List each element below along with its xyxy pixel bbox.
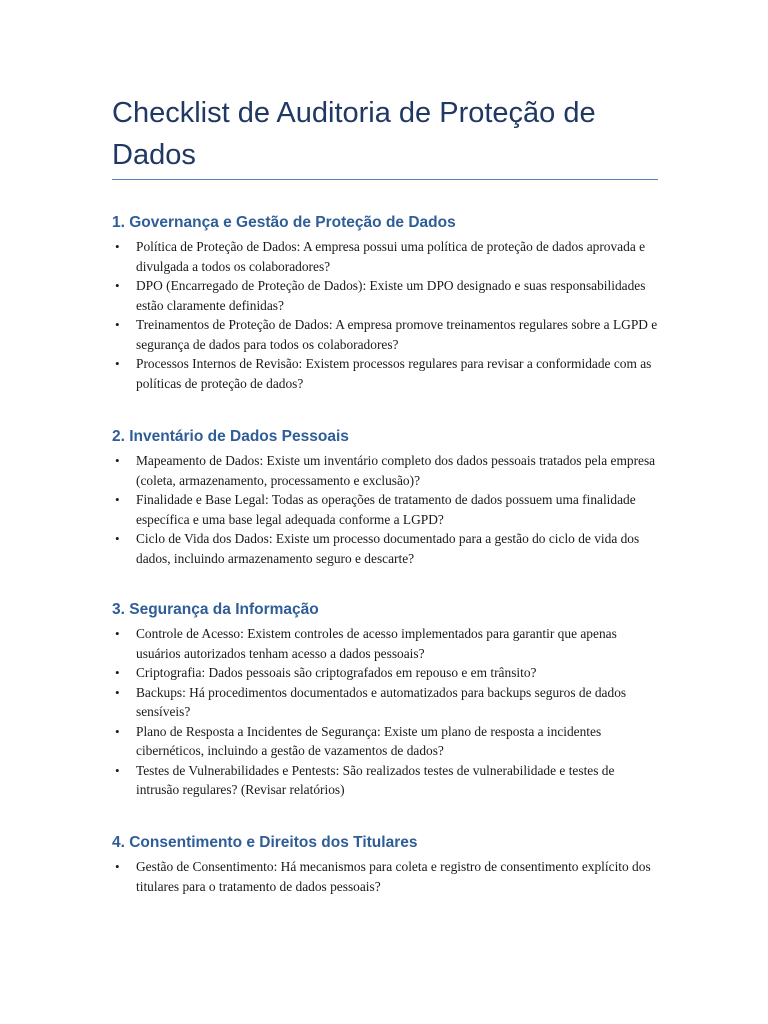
checklist-item <box>112 276 658 315</box>
checklist-item <box>112 490 658 529</box>
checklist-item-text: Backups: Há procedimentos documentados e automatizados para backups seguros de dados sensíveis? <box>136 684 627 719</box>
checklist-item-text: Treinamentos de Proteção de Dados: A empresa promove treinamentos regulares sobre a LGPD e segurança de dados para todos os colaboradores? <box>136 317 658 352</box>
bullet-icon: • <box>115 356 120 371</box>
bullet-icon: • <box>115 239 120 254</box>
bullet-icon: • <box>115 531 120 546</box>
checklist <box>112 624 658 800</box>
checklist-item-text: Finalidade e Base Legal: Todas as operações de tratamento de dados possuem uma finalidade específica e uma base legal adequada conforme a LGPD? <box>136 492 636 527</box>
checklist-item <box>112 857 658 896</box>
bullet-icon: • <box>115 453 120 468</box>
checklist-item-text: Criptografia: Dados pessoais são criptografados em repouso e em trânsito? <box>136 665 537 680</box>
checklist-item-text: Plano de Resposta a Incidentes de Segurança: Existe um plano de resposta a incidentes cibernéticos, incluindo a gestão de vazamentos de dados? <box>136 723 602 758</box>
bullet-icon: • <box>115 278 120 293</box>
checklist-item <box>112 315 658 354</box>
title-divider <box>112 179 658 180</box>
checklist <box>112 857 658 896</box>
section-consent <box>112 832 658 896</box>
bullet-icon: • <box>115 665 120 680</box>
document-title: Checklist de Auditoria de Proteção de Dados <box>112 97 596 171</box>
checklist-item-text: DPO (Encarregado de Proteção de Dados): Existe um DPO designado e suas responsabilidades estão claramente definidas? <box>136 278 646 313</box>
section-heading: 3. Segurança da Informação <box>112 601 319 618</box>
bullet-icon: • <box>115 723 120 739</box>
checklist <box>112 451 658 568</box>
checklist-item <box>112 761 658 800</box>
checklist-item <box>112 451 658 490</box>
checklist-item <box>112 529 658 568</box>
checklist-item <box>112 683 658 722</box>
section-heading: 4. Consentimento e Direitos dos Titulares <box>112 834 418 851</box>
bullet-icon: • <box>115 626 120 641</box>
checklist-item <box>112 237 658 276</box>
checklist-item-text: Processos Internos de Revisão: Existem processos regulares para revisar a conformidade com as políticas de proteção de dados? <box>136 356 652 391</box>
bullet-icon: • <box>115 492 120 507</box>
checklist-item-text: Controle de Acesso: Existem controles de acesso implementados para garantir que apenas usuários autorizados tenham acesso a dados pessoais? <box>136 626 617 661</box>
bullet-icon: • <box>115 317 120 332</box>
bullet-icon: • <box>115 762 120 778</box>
section-heading: 2. Inventário de Dados Pessoais <box>112 428 349 445</box>
checklist-item <box>112 624 658 663</box>
checklist-item <box>112 663 658 683</box>
bullet-icon: • <box>115 684 120 700</box>
checklist-item <box>112 722 658 761</box>
section-inventory <box>112 426 658 568</box>
checklist <box>112 237 658 393</box>
checklist-item <box>112 354 658 393</box>
checklist-item-text: Política de Proteção de Dados: A empresa possui uma política de proteção de dados aprovada e divulgada a todos os colaboradores? <box>136 239 646 274</box>
checklist-item-text: Mapeamento de Dados: Existe um inventário completo dos dados pessoais tratados pela empresa (coleta, armazenamento, processamento e exclusão)? <box>136 453 656 488</box>
bullet-icon: • <box>115 859 120 874</box>
section-governance <box>112 212 658 393</box>
section-heading: 1. Governança e Gestão de Proteção de Dados <box>112 214 456 231</box>
section-security <box>112 599 658 800</box>
checklist-item-text: Gestão de Consentimento: Há mecanismos para coleta e registro de consentimento explícito dos titulares para o tratamento de dados pessoais? <box>136 859 651 894</box>
checklist-item-text: Testes de Vulnerabilidades e Pentests: São realizados testes de vulnerabilidade e testes de intrusão regulares? (Revisar relatórios) <box>136 762 615 797</box>
checklist-item-text: Ciclo de Vida dos Dados: Existe um processo documentado para a gestão do ciclo de vida dos dados, incluindo armazenamento seguro e descarte? <box>136 531 640 566</box>
